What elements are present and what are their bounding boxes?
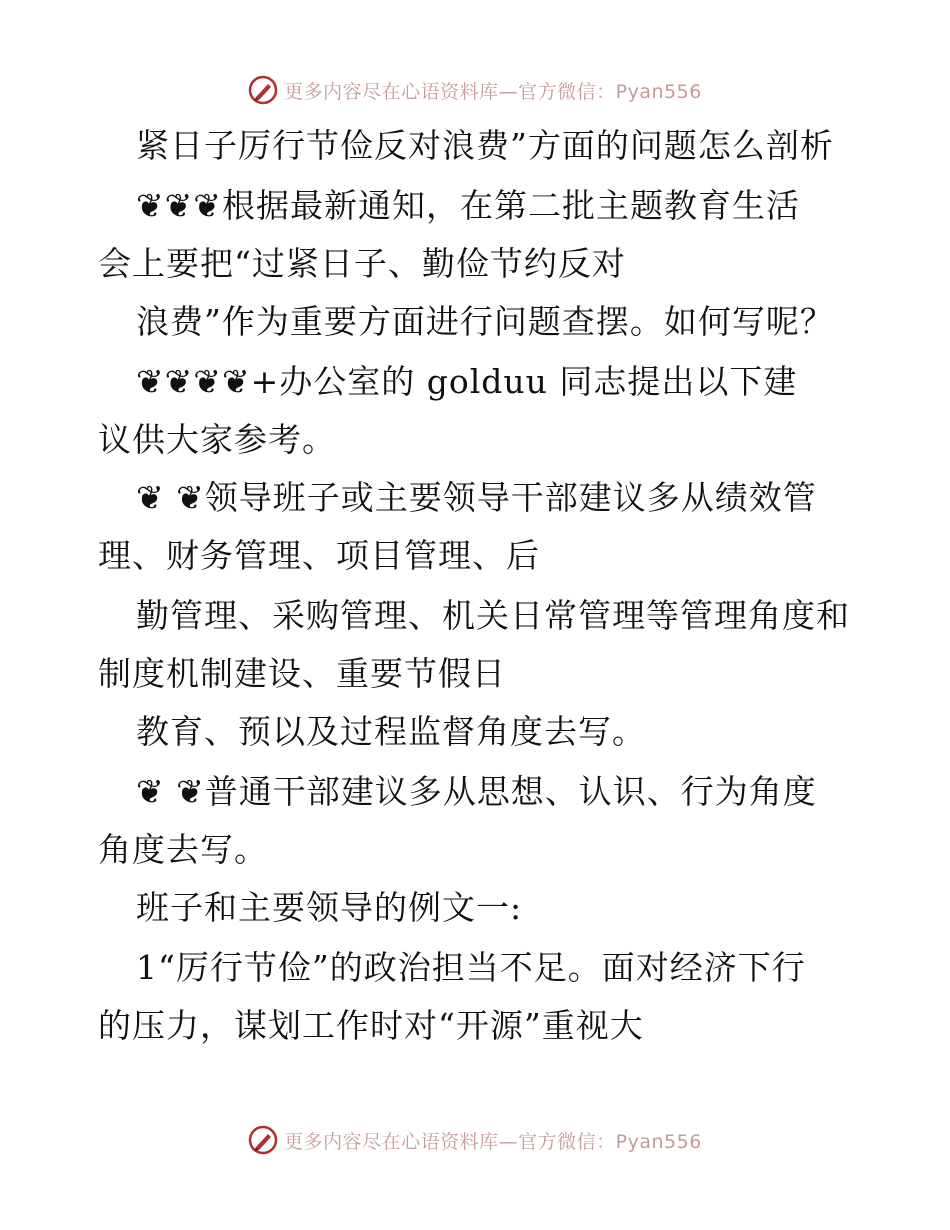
text-line: 会上要把“过紧日子、勤俭节约反对 (98, 244, 626, 283)
text-line: 角度去写。 (98, 830, 268, 869)
header-watermark (0, 72, 950, 108)
text-line-with-icons: ❦❦❦根据最新通知，在第二批主题教育生活 (136, 186, 800, 225)
text-line: 制度机制建设、重要节假日 (98, 654, 506, 693)
text-line: 教育、预以及过程监督角度去写。 (136, 712, 646, 751)
text-line: 理、财务管理、项目管理、后 (98, 536, 540, 575)
text-line: 1“厉行节俭”的政治担当不足。面对经济下行 (136, 948, 806, 987)
text-line: 浪费”作为重要方面进行问题查摆。如何写呢？ (136, 302, 834, 341)
ornament-icon: ❦❦❦ (136, 186, 222, 225)
ornament-icon: ❦ ❦ (136, 772, 205, 811)
watermark-text: 更多内容尽在心语资料库—官方微信：Pyan556 (284, 80, 702, 103)
ornament-icon: ❦ ❦ (136, 478, 205, 517)
text-line: 紧日子厉行节俭反对浪费”方面的问题怎么剖析 (136, 126, 834, 165)
pen-logo-icon (248, 1125, 278, 1155)
footer-watermark (0, 1122, 950, 1158)
text-line-with-icons: ❦ ❦领导班子或主要领导干部建议多从绩效管 (136, 478, 817, 517)
watermark-text: 更多内容尽在心语资料库—官方微信：Pyan556 (284, 1130, 702, 1153)
text-line: 议供大家参考。 (98, 420, 336, 459)
pen-logo-icon (248, 75, 278, 105)
text-line: 勤管理、采购管理、机关日常管理等管理角度和 (136, 596, 850, 635)
section-heading: 班子和主要领导的例文一: (136, 888, 523, 927)
text-line-with-icons: ❦ ❦普通干部建议多从思想、认识、行为角度 (136, 772, 817, 811)
text-line: 的压力，谋划工作时对“开源”重视大 (98, 1006, 644, 1045)
text-line-with-icons: ❦❦❦❦+办公室的 golduu 同志提出以下建 (136, 362, 798, 401)
ornament-icon: ❦❦❦❦ (136, 362, 251, 401)
